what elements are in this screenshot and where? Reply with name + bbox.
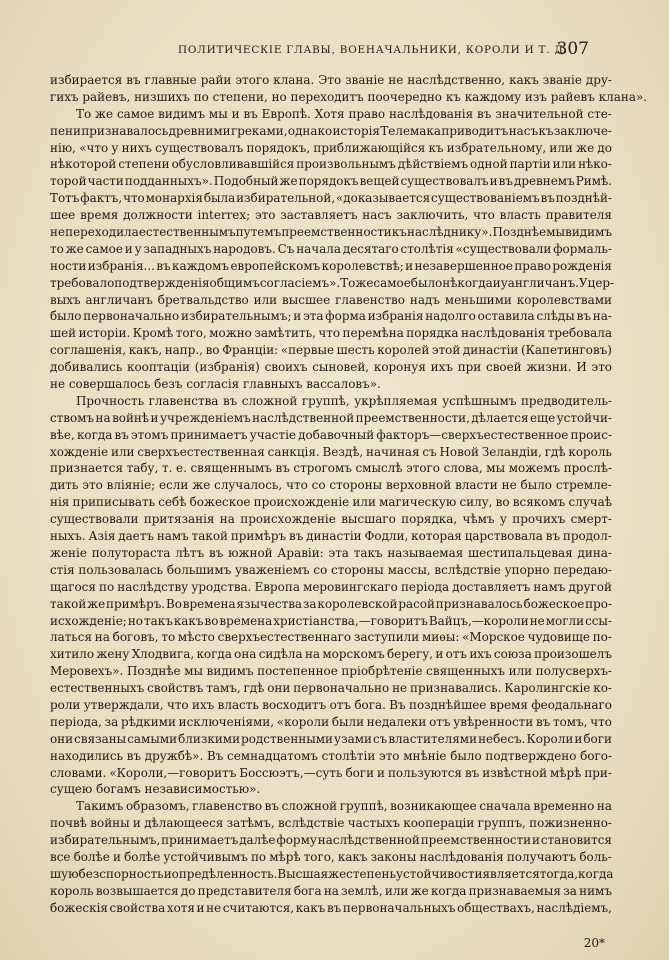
text-line: шую безспорность и опредѣленность. Высшая же степень устойчивости является тогда, когда bbox=[50, 866, 614, 881]
text-line: добивались кооптаціи (избранія) своихъ сыновей, коронуя ихъ при своей жизни. И это bbox=[50, 360, 612, 375]
text-line: стія пользовалась большимъ уваженіемъ со стороны массы, вслѣдствіе упорно передаю- bbox=[50, 562, 612, 577]
text-line: нѣкоторой степени обусловливавшійся произвольнымъ дѣйствіемъ одной партіи или нѣко- bbox=[50, 157, 612, 172]
text-line: требовало подтвержденія общимъ согласіемъ». То же самое было нѣкогда и у англичанъ. У цер- bbox=[50, 275, 615, 290]
text-line: существовали притязанія на происхожденіе высшаго порядка, чѣмъ у прочихъ смерт- bbox=[50, 512, 612, 527]
text-line: находились въ дружбѣ». Въ семнадцатомъ столѣтіи это мнѣніе было подтверждено бого- bbox=[50, 748, 612, 763]
text-line: хожденіе или сверхъестественная санкція. Вездѣ, начиная съ Новой Зеландіи, гдѣ король bbox=[50, 444, 612, 459]
text-line: не совершалось безъ согласія главныхъ вассаловъ». bbox=[50, 377, 381, 392]
text-line: шее время должности interrex; это заставляетъ насъ заключить, что власть правителя bbox=[50, 208, 612, 223]
text-line: нію, «что у нихъ существовалъ порядокъ, приближающійся къ избрательному, или же до bbox=[50, 140, 612, 155]
text-line: все болѣе и болѣе устойчивымъ по мѣрѣ того, какъ законы наслѣдованія получаютъ боль- bbox=[50, 849, 612, 864]
text-line: ности избранія... въ каждомъ европейскомъ королевствѣ; и незавершенное право рожденія bbox=[50, 258, 612, 273]
text-line: словами. «Короли,—говоритъ Боссюэтъ,—суть боги и пользуются въ извѣстной мѣрѣ при- bbox=[50, 765, 612, 780]
text-line: избирательнымъ, принимаетъ далѣе форму наслѣдственной преемственности и становится bbox=[50, 833, 612, 848]
text-line: Меровехъ». Позднѣе мы видимъ постепенное пріобрѣтеніе священныхъ или полусверхъ- bbox=[50, 664, 612, 679]
text-line: Прочность главенства въ сложной группѣ, укрѣпляемая успѣшнымъ предводитель- bbox=[76, 393, 612, 408]
text-line: пени признавалось древними греками, однако исторія Телемака приводитъ насъ къ заключе- bbox=[50, 123, 612, 138]
text-line: выхъ англичанъ бретвальдство или высшее главенство надъ меньшими королевствами bbox=[50, 292, 612, 307]
running-title: ПОЛИТИЧЕСКІЕ ГЛАВЫ, ВОЕНАЧАЛЬНИКИ, КОРОЛИ И Т. Д. bbox=[178, 44, 568, 56]
text-line: нія приписывать себѣ божеское происхожденіе или магическую силу, во всякомъ случаѣ bbox=[50, 495, 612, 510]
text-line: не переходила естественнымъ путемъ преемственности къ наслѣднику». Позднѣе мы видимъ bbox=[50, 225, 612, 240]
text-line: роли утверждали, что ихъ власть восходитъ отъ бога. Въ позднѣйшее время феодальнаго bbox=[50, 697, 612, 712]
text-line: гихъ райевъ, низшихъ по степени, но переходитъ поочередно къ каждому изъ райевъ клана». bbox=[50, 89, 648, 104]
text-line: Такимъ образомъ, главенство въ сложной группѣ, возникающее сначала временно на bbox=[76, 799, 612, 814]
text-line: періода, за рѣдкими исключеніями, «короли были недалеки отъ увѣренности въ томъ, что bbox=[50, 714, 612, 729]
text-line: То же самое видимъ мы и въ Европѣ. Хотя право наслѣдованія въ значительной сте- bbox=[76, 106, 612, 121]
text-line: такой же примѣръ. Во времена язычества за королевской расой признавалось божеское про- bbox=[50, 596, 612, 611]
text-line: избирается въ главные райи этого клана. Это званіе не наслѣдственно, какъ званіе дру- bbox=[50, 73, 612, 87]
text-line: признается табу, т. е. священнымъ въ строгомъ смыслѣ этого слова, мы можемъ прослѣ- bbox=[50, 461, 612, 476]
text-line: дить это вліяніе; если же случалось, что со стороны верховной власти не было стремле- bbox=[50, 478, 612, 493]
page-number: 307 bbox=[556, 39, 589, 59]
text-line: щагося по наслѣдству уродства. Европа меровингскаго періода доставляетъ намъ другой bbox=[50, 579, 612, 594]
text-line: соглашенія, какъ, напр., во Франціи: «первые шесть королей этой династіи (Капетинговъ) bbox=[50, 343, 612, 358]
text-line: божескія свойства хотя и не считаются, какъ въ первоначальныхъ обществахъ, наслѣдіемъ, bbox=[50, 900, 612, 915]
text-line: Тотъ фактъ, что монархія была избирательной, «доказывается существованіемъ въ позднѣй- bbox=[50, 191, 612, 206]
text-line: то же самое и у западныхъ народовъ. Съ начала десятаго столѣтія «существовали формаль- bbox=[50, 241, 612, 256]
text-line: сущею богамъ независимостью». bbox=[50, 782, 261, 797]
text-line: ныхъ. Азія даетъ намъ такой примѣръ въ династіи Фодли, которая царствовала въ продол- bbox=[50, 529, 612, 544]
text-line: шей исторіи. Кромѣ того, можно замѣтить, что перемѣна порядка наслѣдованія требовала bbox=[50, 326, 612, 341]
text-line: женіе полутораста лѣтъ въ южной Аравіи: эта такъ называемая шестипальцевая дина- bbox=[50, 545, 612, 560]
page-header bbox=[0, 40, 669, 62]
text-line: естественныхъ свойствъ тамъ, гдѣ они первоначально не признавались. Каролингскіе ко- bbox=[50, 681, 612, 696]
text-line: было первоначально избирательнымъ; и эта форма избранія надолго оставила слѣды въ на- bbox=[50, 309, 612, 324]
text-line: исхожденіе; но такъ какъ во времена христіанства,—говоритъ Вайцъ,—короли не могли ссы- bbox=[50, 613, 612, 628]
text-line: торой части подданныхъ». Подобный же порядокъ вещей существовалъ и въ древнемъ Римѣ. bbox=[50, 174, 612, 189]
body-text bbox=[50, 72, 648, 917]
text-line: вѣе, когда въ этомъ принимаетъ участіе добавочный факторъ—сверхъестественное проис- bbox=[50, 427, 612, 442]
text-line: король возвышается до представителя бога на землѣ, или же когда признаваемыя за нимъ bbox=[50, 883, 612, 898]
signature-mark: 20* bbox=[583, 936, 605, 950]
text-line: хитило жену Хлодвига, когда она сидѣла на морскомъ берегу, и отъ ихъ союза произошелъ bbox=[50, 647, 612, 662]
text-line: ствомъ на войнѣ и учрежденіемъ наслѣдственной преемственности, дѣлается еще устойчи- bbox=[50, 410, 612, 425]
text-line: почвѣ войны и дѣлающееся затѣмъ, вслѣдствіе частыхъ коопераціи группъ, пожизненно- bbox=[50, 816, 612, 831]
text-line: они связаны самыми близкими родственными узами съ властителями небесъ. Короли и боги bbox=[50, 731, 612, 746]
text-line: латься на боговъ, то мѣсто сверхъестественнаго заступили миѳы: «Морское чудовище по- bbox=[50, 630, 612, 645]
